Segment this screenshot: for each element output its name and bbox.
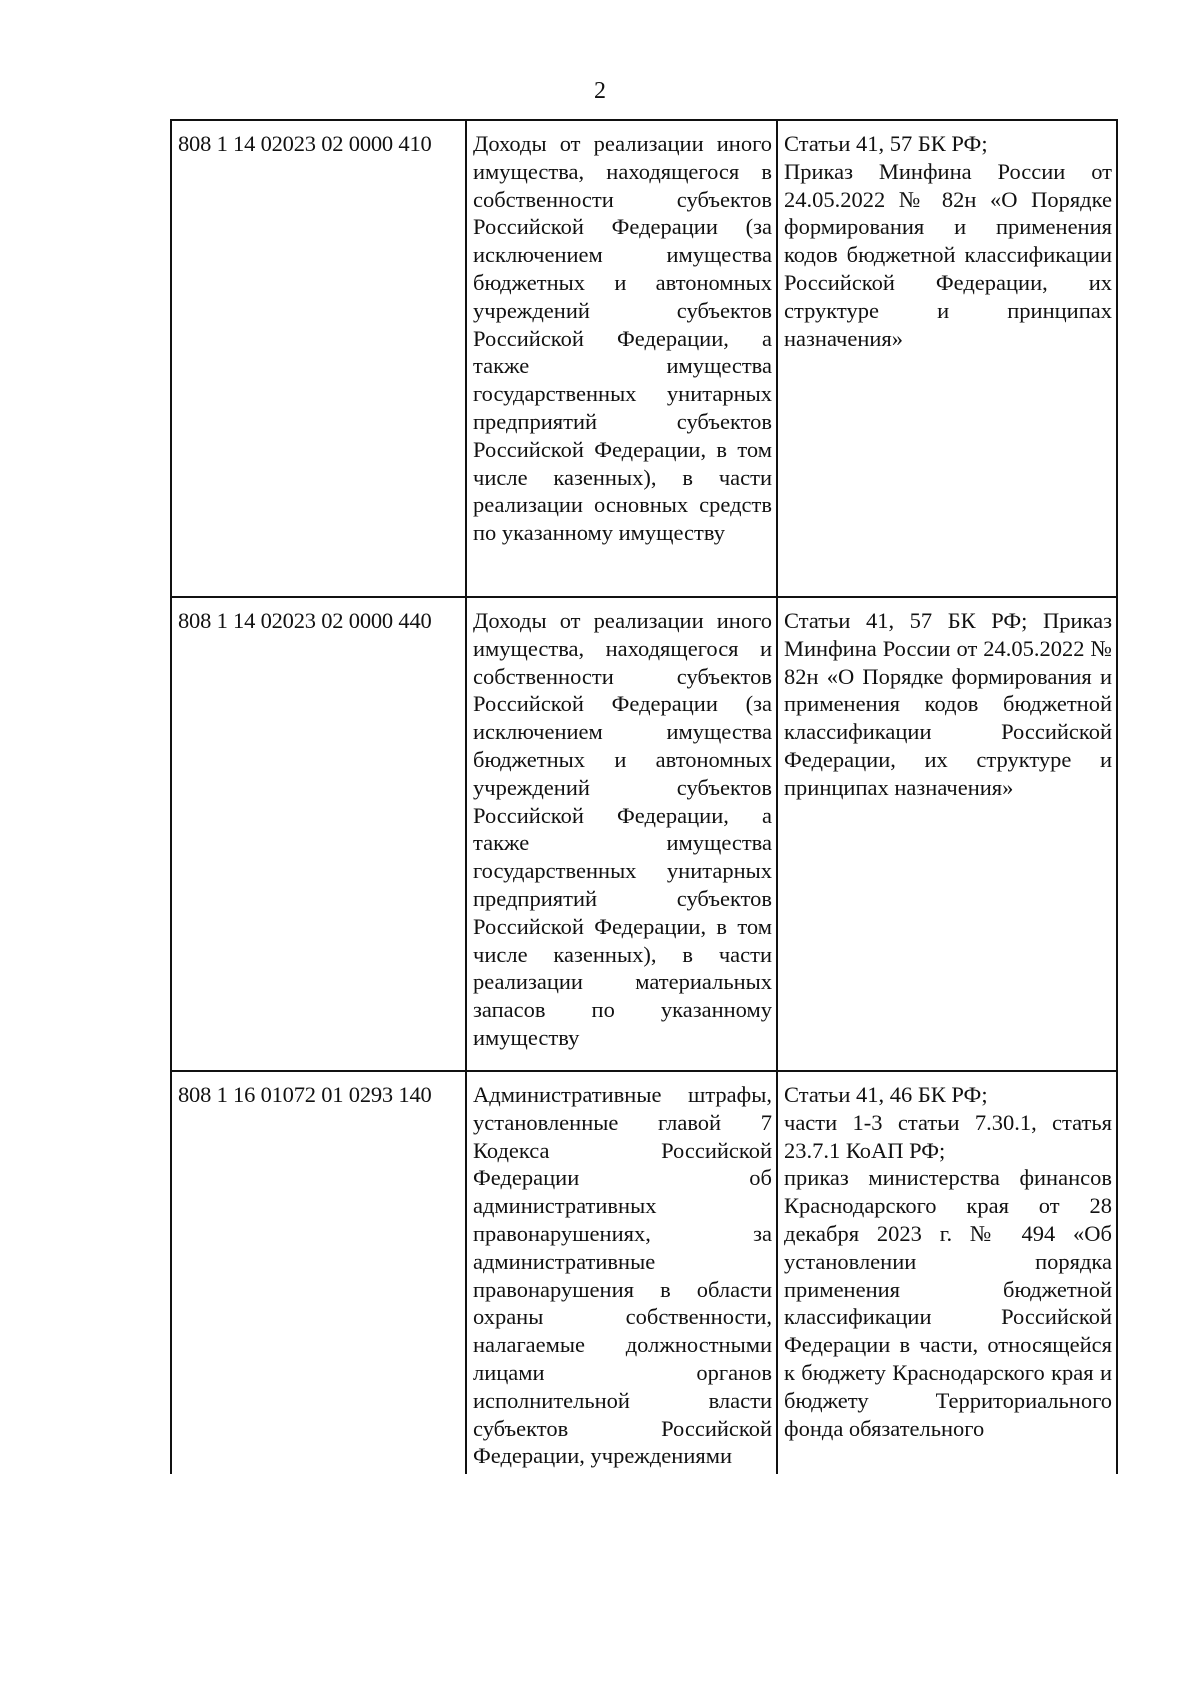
table-row: [171, 597, 1117, 1071]
income-codes-table: [170, 119, 1118, 1474]
legal-basis-cell: [777, 597, 1117, 1071]
budget-code-cell: 808 1 16 01072 01 0293 140: [171, 1071, 466, 1474]
legal-basis-cell: [777, 120, 1117, 597]
legal-basis-cell: [777, 1071, 1117, 1474]
budget-code-cell: 808 1 14 02023 02 0000 410: [171, 120, 466, 597]
table-row: [171, 120, 1117, 597]
legal-basis-paragraph: части 1-3 статьи 7.30.1, статья 23.7.1 КоАП РФ;: [784, 1109, 1112, 1163]
revenue-name-cell: Доходы от реализации иного имущества, находящегося и собственности субъектов Российской Федерации (за исключением имущества бюджетных и автономных учреждений субъектов Российской Федерации, а также имущества государственных унитарных предприятий субъектов Российской Федерации, в том числе казенных), в части реализации материальных запасов по указанному имуществу: [466, 597, 777, 1071]
revenue-name-cell: Доходы от реализации иного имущества, находящегося в собственности субъектов Российской Федерации (за исключением имущества бюджетных и автономных учреждений субъектов Российской Федерации, а также имущества государственных унитарных предприятий субъектов Российской Федерации, в том числе казенных), в части реализации основных средств по указанному имуществу: [466, 120, 777, 597]
budget-code-cell: 808 1 14 02023 02 0000 440: [171, 597, 466, 1071]
revenue-name-cell: Административные штрафы, установленные главой 7 Кодекса Российской Федерации об административных правонарушениях, за административные правонарушения в области охраны собственности, налагаемые должностными лицами органов исполнительной власти субъектов Российской Федерации, учреждениями: [466, 1071, 777, 1474]
page-number: 2: [594, 78, 606, 104]
legal-basis-paragraph: Статьи 41, 57 БК РФ; Приказ Минфина России от 24.05.2022 № 82н «О Порядке формирования и применения кодов бюджетной классификации Российской Федерации, их структуре и принципах назначения»: [784, 608, 1112, 800]
table-row: [171, 1071, 1117, 1474]
legal-basis-paragraph: Статьи 41, 46 БК РФ;: [784, 1082, 988, 1107]
legal-basis-paragraph: Приказ Минфина России от 24.05.2022 № 82н «О Порядке формирования и применения кодов бюджетной классификации Российской Федерации, их структуре и принципах назначения»: [784, 158, 1112, 351]
legal-basis-paragraph: Статьи 41, 57 БК РФ;: [784, 131, 988, 156]
legal-basis-paragraph: приказ министерства финансов Краснодарского края от 28 декабря 2023 г. № 494 «Об установлении порядка применения бюджетной классификации Российской Федерации в части, относящейся к бюджету Краснодарского края и бюджету Территориального фонда обязательного: [784, 1165, 1112, 1441]
